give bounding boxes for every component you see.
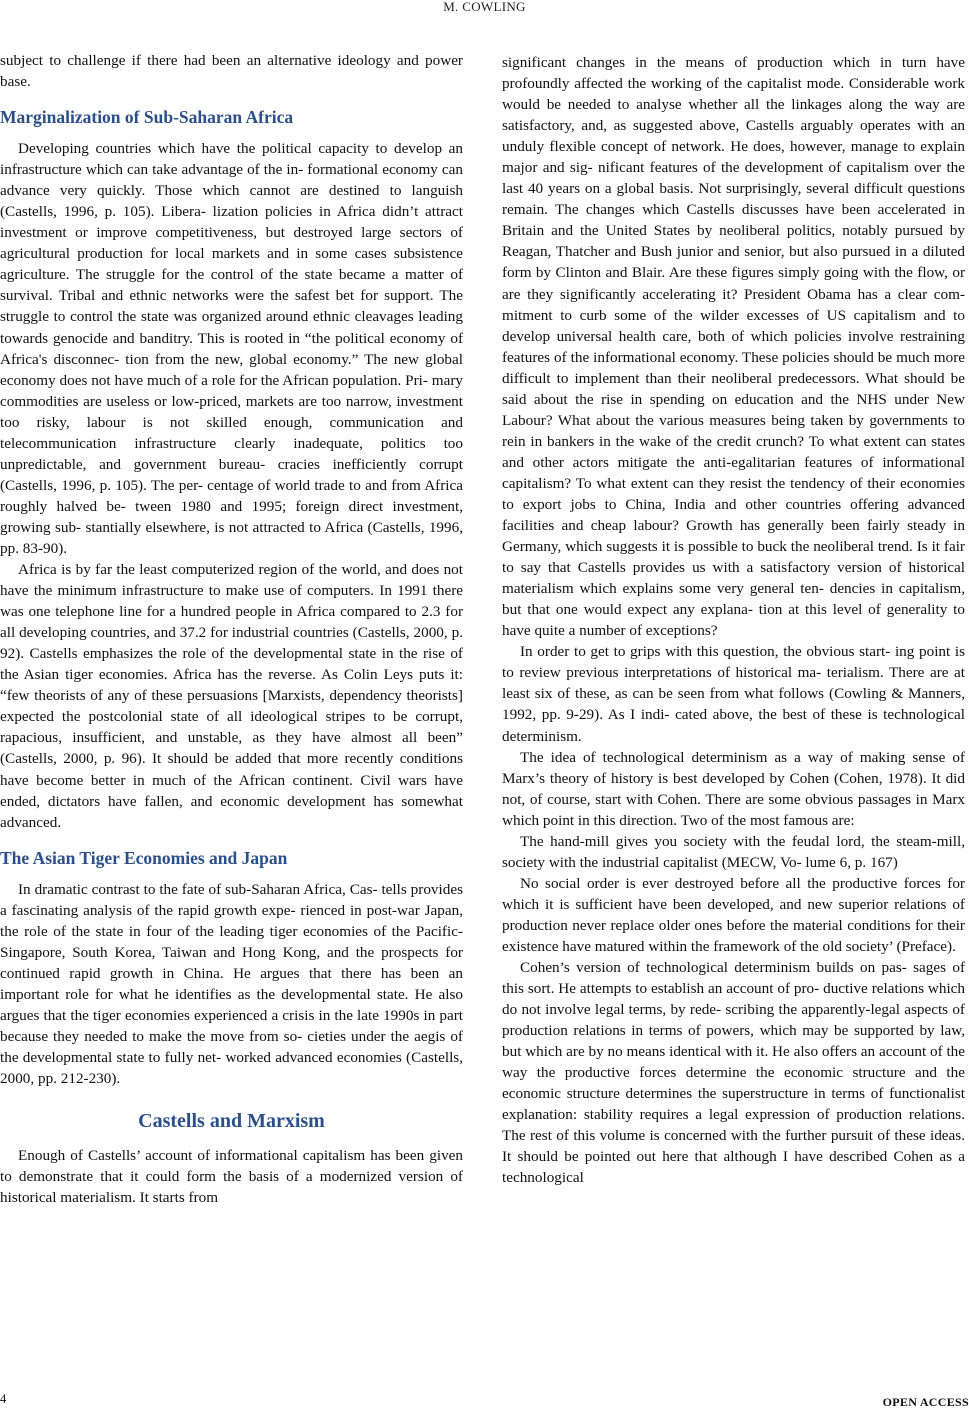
block-quote: No social order is ever destroyed before all the productive forces for which it is sufficient have been developed, and new superior relations of production never replace older ones before the material conditions for their existence have matured within the framework of the old society’ (Preface). xyxy=(502,874,965,955)
block-quote: The hand-mill gives you society with the feudal lord, the steam-mill, society with the industrial capitalist (MECW, Vo- lume 6, p. 167) xyxy=(502,832,965,871)
running-head: M. COWLING xyxy=(443,0,526,14)
open-access-label: OPEN ACCESS xyxy=(882,1395,969,1409)
paragraph-continuation: subject to challenge if there had been an alternative ideology and power base. xyxy=(0,52,463,91)
paragraph-continuation: significant changes in the means of production which in turn have profoundly affected the working of the capitalist mode. Considerable work would be needed to analyse whether all the linkages along the way are satisfactory, and, as suggested above, Castells arguably operates with an unduly flexible concept of network. He does, however, manage to explain major and sig- nificant features of the development of capitalism over the last 40 years on a global basis. Not surprisingly, several difficult questions remain. The changes which Castells discusses have been accelerated in Britain and the United States by neoliberal politics, notably pursued by Reagan, Thatcher and Bush junior and senior, but also pursued in a diluted form by Clinton and Blair. Are these figures simply going with the flow, or are they significantly accelerating it? President Obama has a clear com- mitment to curb some of the wilder excesses of US capitalism and to develop universal health care, both of which policies involve restraining features of the informational economy. These policies should be much more difficult to implement than their neoliberal predecessors. What should be said about the rise in spending on education and the NHS under New Labour? What about the various measures being taken by governments to rein in bankers in the wake of the credit crunch? To what extent can states and other actors mitigate the anti-egalitarian features of informational capitalism? To what extent can they resist the tendency of their economies to export jobs to China, India and other countries offering advanced facilities and cheap labour? Growth has generally been fairly steady in Germany, which suggests it is possible to buck the neoliberal trend. Is it fair to say that Castells provides us with a satisfactory version of historical materialism which explains some very general ten- dencies in capitalism, but that one would expect any explana- tion at this level of generality to have quite a number of exceptions? xyxy=(502,54,965,640)
paragraph: Developing countries which have the political capacity to develop an infrastructure which can take advantage of the in- formational economy can advance very quickly. Those which cannot are destined to languish (Castells, 1996, p. 105). Libera- lization policies in Africa didn’t attract investment or improve competitiveness, but destroyed large sectors of agricultural production for local markets and in some cases subsistence agriculture. The struggle for the control of the state became a matter of survival. Tribal and ethnic networks were the safest bet for support. The struggle to control the state was organized around ethnic cleavages leading towards genocide and banditry. This is rooted in “the political economy of Africa's disconnec- tion from the new, global economy.” The new global economy does not have much of a role for the African population. Pri- mary commodities are useless or low-priced, markets are too narrow, investment too risky, labour is not skilled enough, communication and telecommunication infrastructure clearly inadequate, politics too unpredictable, and government bureau- cracies inefficiently corrupt (Castells, 1996, p. 105). The per- centage of world trade to and from Africa roughly halved be- tween 1980 and 1995; foreign direct investment, growing sub- stantially elsewhere, is not attracted to Africa (Castells, 1996, pp. 83-90). xyxy=(0,140,463,557)
paragraph: Africa is by far the least computerized region of the world, and does not have the minimum infrastructure to make use of computers. In 1991 there was one telephone line for a hundred people in Africa compared to 2.3 for all developing countries, and 37.2 for industrial countries (Castells, 2000, p. 92). Castells emphasizes the role of the developmental state in the rise of the Asian tiger economies. Africa has the reverse. As Colin Leys puts it: “few theorists of any of these persuasions [Marxists, dependency theorists] expected the postcolonial state of all ideological stripes to be corrupt, rapacious, insufficient, and unstable, as they have almost all been” (Castells, 2000, p. 96). It should be added that more recently conditions have become better in much of the African continent. Civil wars have ended, dictators have fallen, and economic development has somewhat advanced. xyxy=(0,561,463,831)
section-heading-castells-marxism: Castells and Marxism xyxy=(138,1110,325,1133)
paragraph: In order to get to grips with this question, the obvious start- ing point is to review previous interpretations of historical ma- terialism. There are at least six of these, as can be seen from what follows (Cowling & Manners, 1992, pp. 9-29). As I indi- cated above, the best of these is technological determinism. xyxy=(502,643,965,745)
right-column xyxy=(502,52,965,1189)
page-number: 4 xyxy=(0,1392,7,1406)
paragraph: The idea of technological determinism as a way of making sense of Marx’s theory of history is best developed by Cohen (Cohen, 1978). It did not, of course, start with Cohen. There are some obvious passages in Marx which point in this direction. Two of the most famous are: xyxy=(502,748,965,829)
section-heading-africa: Marginalization of Sub-Saharan Africa xyxy=(0,107,294,128)
paragraph: In dramatic contrast to the fate of sub-Saharan Africa, Cas- tells provides a fascinating analysis of the rapid growth expe- rienced in post-war Japan, the role of the state in four of the leading tiger economies of the Pacific-Singapore, South Korea, Taiwan and Hong Kong, and the prospects for continued rapid growth in China. He argues that there has been an important role for what he identifies as the developmental state. He also argues that the tiger economies experienced a crisis in the late 1990s in part because they needed to make the move from so- cieties under the aegis of the developmental state to fully net- worked advanced economies (Castells, 2000, pp. 212-230). xyxy=(0,880,463,1088)
section-heading-asian-tigers: The Asian Tiger Economies and Japan xyxy=(0,847,288,868)
paragraph: Cohen’s version of technological determinism builds on pas- sages of this sort. He attempts to establish an account of pro- ductive relations which do not involve legal terms, by rede- scribing the apparently-legal aspects of production relations in terms of powers, which may be supported by law, but which are by no means identical with it. He also offers an account of the way the productive forces determine the economic structure and the economic structure determines the superstructure in terms of functionalist explanation: stability requires a legal expression of production relations. The rest of this volume is concerned with the further pursuit of these ideas. It should be pointed out here that although I have described Cohen as a technological xyxy=(502,959,965,1187)
left-column xyxy=(0,50,463,1208)
paragraph: Enough of Castells’ account of informational capitalism has been given to demonstrate that it could form the basis of a modernized version of historical materialism. It starts from xyxy=(0,1147,463,1207)
